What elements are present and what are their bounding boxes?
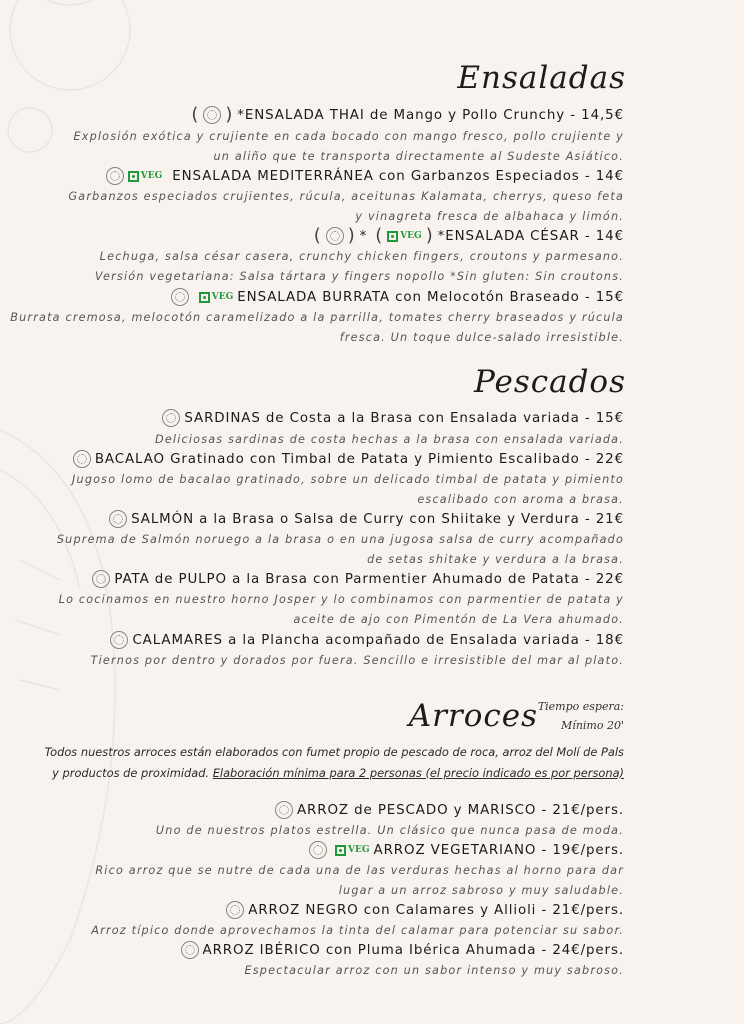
dish-ensalada-mediterranea [106, 167, 624, 185]
dish-description: Arroz típico donde aprovechamos la tinta del calamar para potenciar su sabor. [91, 924, 624, 937]
gluten-free-icon [162, 409, 180, 427]
dish-description: Uno de nuestros platos estrella. Un clásico que nunca pasa de moda. [155, 824, 624, 837]
dish-description: fresca. Un toque dulce-salado irresistible. [339, 331, 624, 344]
dish-sardinas [162, 409, 624, 427]
dish-description: escalibado con aroma a brasa. [417, 493, 624, 506]
dish-title: SARDINAS de Costa a la Brasa con Ensalada variada - 15€ [184, 410, 624, 426]
dish-description: de setas shitake y verdura a la brasa. [367, 553, 624, 566]
dish-title: ARROZ de PESCADO y MARISCO - 21€/pers. [296, 802, 624, 818]
gluten-free-icon [203, 106, 221, 124]
dish-title: ENSALADA BURRATA con Melocotón Braseado - 15€ [237, 289, 624, 305]
dish-title: *ENSALADA THAI de Mango y Pollo Crunchy - 14,5€ [237, 107, 624, 123]
section-title-pescados: Pescados [474, 364, 626, 400]
dish-bacalao [73, 450, 624, 468]
dish-description: y vinagreta fresca de albahaca y limón. [355, 210, 624, 223]
gluten-free-icon [109, 510, 127, 528]
dish-description: Tiernos por dentro y dorados por fuera. Sencillo e irresistible del mar al plato. [90, 654, 624, 667]
arroces-intro: Todos nuestros arroces están elaborados con fumet propio de pescado de roca, arroz del Molí de Pals [44, 745, 624, 759]
dish-arroz-vegetariano [309, 841, 624, 859]
gluten-free-icon [171, 288, 189, 306]
section-title-ensaladas: Ensaladas [457, 60, 626, 96]
dish-arroz-negro [226, 901, 624, 919]
dish-salmon [109, 510, 624, 528]
dish-description: lugar a un arroz sabroso y muy saludable. [338, 884, 624, 897]
dish-description: aceite de ajo con Pimentón de La Vera ahumado. [293, 613, 624, 626]
gluten-free-icon [110, 631, 128, 649]
gluten-free-icon [181, 941, 199, 959]
dish-title: *ENSALADA CÉSAR - 14€ [437, 228, 624, 244]
gluten-free-icon [226, 901, 244, 919]
dish-description: Deliciosas sardinas de costa hechas a la brasa con ensalada variada. [155, 433, 624, 446]
dish-title: CALAMARES a la Plancha acompañado de Ensalada variada - 18€ [132, 632, 624, 648]
dish-description: Explosión exótica y crujiente en cada bocado con mango fresco, pollo crujiente y [73, 130, 624, 143]
dish-ensalada-cesar: ( ) * ( VEG ) *ENSALADA CÉSAR - 14€ [313, 225, 624, 246]
veg-badge: VEG [199, 292, 234, 303]
dish-ensalada-burrata [171, 288, 624, 306]
dish-arroz-pescado [275, 801, 624, 819]
dish-title: ENSALADA MEDITERRÁNEA con Garbanzos Especiados - 14€ [172, 168, 624, 184]
gluten-free-icon [92, 570, 110, 588]
dish-description: Espectacular arroz con un sabor intenso y muy sabroso. [244, 964, 624, 977]
dish-description: Rico arroz que se nutre de cada una de las verduras hechas al horno para dar [95, 864, 624, 877]
dish-description: Lo cocinamos en nuestro horno Josper y lo combinamos con parmentier de patata y [58, 593, 624, 606]
dish-description: Jugoso lomo de bacalao gratinado, sobre un delicado timbal de patata y pimiento [72, 473, 624, 486]
veg-icon [387, 231, 398, 242]
dish-title: ARROZ VEGETARIANO - 19€/pers. [373, 842, 624, 858]
dish-description: un aliño que te transporta directamente al Sudeste Asiático. [213, 150, 624, 163]
veg-icon [128, 171, 139, 182]
veg-badge: VEG [335, 845, 370, 856]
dish-title: SALMÓN a la Brasa o Salsa de Curry con Shiitake y Verdura - 21€ [131, 511, 624, 527]
dish-title: PATA de PULPO a la Brasa con Parmentier Ahumado de Patata - 22€ [114, 571, 624, 587]
dish-title: ARROZ IBÉRICO con Pluma Ibérica Ahumada - 24€/pers. [202, 942, 624, 958]
veg-icon [335, 845, 346, 856]
gluten-free-icon [326, 227, 344, 245]
dish-description: Lechuga, salsa césar casera, crunchy chicken fingers, croutons y parmesano. [99, 250, 624, 263]
minimum-order-note: Elaboración mínima para 2 personas (el precio indicado es por persona) [212, 766, 624, 780]
dish-description: Suprema de Salmón noruego a la brasa o en una jugosa salsa de curry acompañado [56, 533, 624, 546]
veg-icon [199, 292, 210, 303]
veg-badge: VEG [128, 171, 163, 182]
gluten-free-icon [309, 841, 327, 859]
gluten-free-icon [106, 167, 124, 185]
dish-ensalada-thai: ( ) *ENSALADA THAI de Mango y Pollo Crunchy - 14,5€ [191, 104, 624, 125]
dish-description: Garbanzos especiados crujientes, rúcula, aceitunas Kalamata, cherrys, queso feta [68, 190, 624, 203]
dish-title: BACALAO Gratinado con Timbal de Patata y Pimiento Escalibado - 22€ [94, 451, 624, 467]
dish-description: Versión vegetariana: Salsa tártara y fingers nopollo *Sin gluten: Sin croutons. [94, 270, 624, 283]
dish-title: ARROZ NEGRO con Calamares y Allioli - 21€/pers. [248, 902, 624, 918]
waiting-time-note: Tiempo espera: Mínimo 20' [537, 700, 624, 732]
section-title-arroces: Arroces [408, 698, 538, 734]
gluten-free-icon [275, 801, 293, 819]
dish-calamares [110, 631, 624, 649]
dish-pulpo [92, 570, 624, 588]
gluten-free-icon [73, 450, 91, 468]
dish-description: Burrata cremosa, melocotón caramelizado a la parrilla, tomates cherry braseados y rúcula [10, 311, 624, 324]
tomato-illustration [10, 0, 130, 90]
arroces-intro-line2: y productos de proximidad. Elaboración mínima para 2 personas (el precio indicado es por persona) [52, 766, 624, 780]
dish-arroz-iberico [181, 941, 624, 959]
veg-badge: VEG [387, 231, 422, 242]
